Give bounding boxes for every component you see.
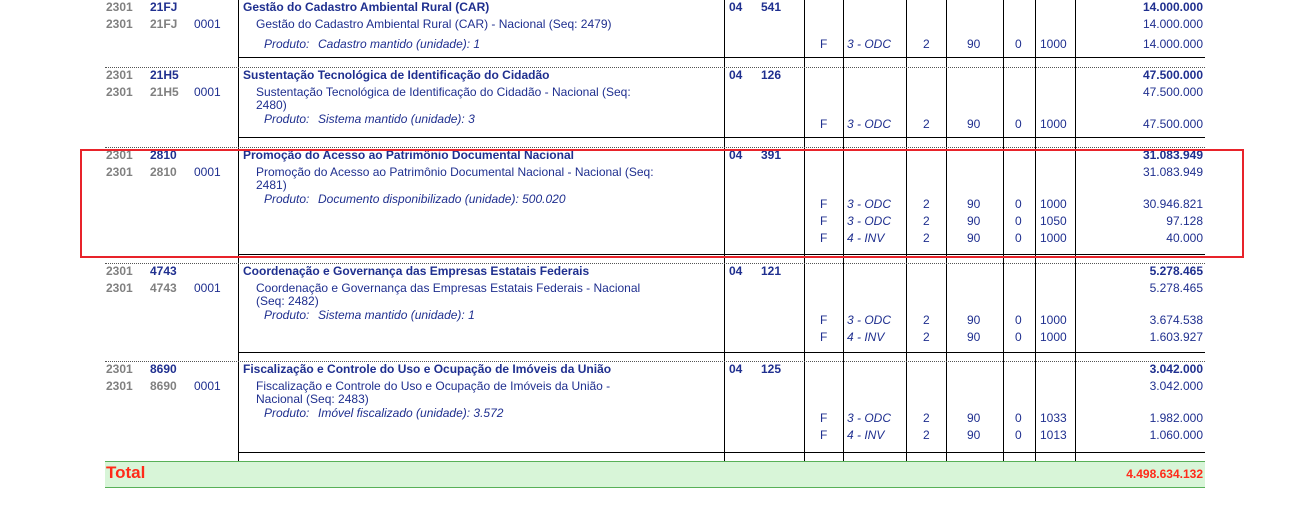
locator-description: Gestão do Cadastro Ambiental Rural (CAR) - Nacional (Seq: 2479) [256,17,612,31]
action-code: 2810 [150,148,177,162]
action-code: 4743 [150,281,177,295]
locator-description: Promoção do Acesso ao Patrimônio Documental Nacional - Nacional (Seq: [256,165,654,179]
source-code: 1000 [1040,197,1067,211]
detail-value: 47.500.000 [1142,117,1203,131]
action-total: 14.000.000 [1142,0,1203,14]
org-code: 2301 [106,281,133,295]
modality: 90 [967,313,981,327]
block-bottom-rule [238,452,1205,453]
locator-description: 2480) [256,98,287,112]
detail-value: 97.128 [1166,214,1203,228]
org-code: 2301 [106,379,133,393]
action-title: Promoção do Acesso ao Patrimônio Documental Nacional [243,148,574,162]
function-code: 04 [729,264,743,278]
action-total: 3.042.000 [1149,362,1203,376]
expense-group: 3 - ODC [847,117,892,131]
iu-code: 0 [1015,428,1022,442]
subfunction-code: 126 [761,68,782,82]
sphere: F [820,231,828,245]
detail-value: 1.603.927 [1149,330,1203,344]
iu-code: 0 [1015,117,1022,131]
rp-code: 2 [923,330,930,344]
sphere: F [820,428,828,442]
product-description: Imóvel fiscalizado (unidade): 3.572 [318,406,504,420]
expense-group: 4 - INV [847,330,885,344]
iu-code: 0 [1015,411,1022,425]
action-title: Gestão do Cadastro Ambiental Rural (CAR) [243,0,490,14]
locator-code: 0001 [194,85,221,99]
org-code: 2301 [106,148,133,162]
subfunction-code: 121 [761,264,782,278]
modality: 90 [967,117,981,131]
locator-value: 31.083.949 [1142,165,1203,179]
iu-code: 0 [1015,231,1022,245]
source-code: 1000 [1040,313,1067,327]
action-code: 8690 [150,379,177,393]
action-title: Coordenação e Governança das Empresas Estatais Federais [243,264,590,278]
column-divider [1003,0,1004,461]
org-code: 2301 [106,362,133,376]
sphere: F [820,330,828,344]
product-description: Sistema mantido (unidade): 1 [318,308,475,322]
rp-code: 2 [923,411,930,425]
detail-value: 1.060.000 [1149,428,1203,442]
locator-value: 47.500.000 [1142,85,1203,99]
sphere: F [820,117,828,131]
source-code: 1000 [1040,330,1067,344]
rp-code: 2 [923,428,930,442]
iu-code: 0 [1015,313,1022,327]
org-code: 2301 [106,85,133,99]
expense-group: 4 - INV [847,428,885,442]
locator-code: 0001 [194,379,221,393]
sphere: F [820,313,828,327]
source-code: 1000 [1040,231,1067,245]
column-divider [1035,0,1036,461]
total-label: Total [106,463,146,482]
locator-code: 0001 [194,17,221,31]
locator-description: Sustentação Tecnológica de Identificação do Cidadão - Nacional (Seq: [256,85,631,99]
subfunction-code: 125 [761,362,782,376]
org-code: 2301 [106,68,133,82]
action-total: 5.278.465 [1149,264,1203,278]
expense-group: 3 - ODC [847,37,892,51]
function-code: 04 [729,68,743,82]
product-description: Documento disponibilizado (unidade): 500.020 [318,192,566,206]
action-code: 21H5 [150,85,179,99]
action-title: Fiscalização e Controle do Uso e Ocupação de Imóveis da União [243,362,612,376]
org-code: 2301 [106,0,133,14]
sphere: F [820,197,828,211]
source-code: 1033 [1040,411,1067,425]
product-label: Produto: [264,112,310,126]
rp-code: 2 [923,117,930,131]
locator-code: 0001 [194,281,221,295]
modality: 90 [967,231,981,245]
action-code: 21H5 [150,68,179,82]
column-divider [238,0,239,461]
sphere: F [820,37,828,51]
expense-group: 3 - ODC [847,214,892,228]
modality: 90 [967,330,981,344]
detail-value: 40.000 [1166,231,1203,245]
function-code: 04 [729,148,743,162]
action-code: 21FJ [150,0,178,14]
expense-group: 3 - ODC [847,313,892,327]
action-code: 21FJ [150,17,178,31]
total-value: 4.498.634.132 [1126,467,1203,481]
org-code: 2301 [106,165,133,179]
org-code: 2301 [106,264,133,278]
locator-value: 3.042.000 [1149,379,1203,393]
modality: 90 [967,37,981,51]
sphere: F [820,411,828,425]
locator-value: 14.000.000 [1142,17,1203,31]
action-code: 2810 [150,165,177,179]
locator-description: 2481) [256,178,287,192]
rp-code: 2 [923,197,930,211]
action-total: 47.500.000 [1142,68,1203,82]
iu-code: 0 [1015,197,1022,211]
column-divider [843,0,844,461]
modality: 90 [967,214,981,228]
modality: 90 [967,428,981,442]
iu-code: 0 [1015,214,1022,228]
product-description: Cadastro mantido (unidade): 1 [318,37,481,51]
column-divider [906,0,907,461]
locator-description: (Seq: 2482) [256,294,319,308]
product-label: Produto: [264,37,310,51]
sphere: F [820,214,828,228]
column-divider [724,0,725,461]
product-label: Produto: [264,406,310,420]
rp-code: 2 [923,231,930,245]
function-code: 04 [729,362,743,376]
block-bottom-rule [238,57,1205,58]
locator-code: 0001 [194,165,221,179]
iu-code: 0 [1015,37,1022,51]
rp-code: 2 [923,313,930,327]
source-code: 1013 [1040,428,1067,442]
block-bottom-rule [238,352,1205,353]
detail-value: 30.946.821 [1142,197,1203,211]
subfunction-code: 541 [761,0,782,14]
detail-value: 1.982.000 [1149,411,1203,425]
block-bottom-rule [238,137,1205,138]
locator-description: Coordenação e Governança das Empresas Estatais Federais - Nacional [256,281,641,295]
expense-group: 3 - ODC [847,411,892,425]
iu-code: 0 [1015,330,1022,344]
source-code: 1050 [1040,214,1067,228]
expense-group: 3 - ODC [847,197,892,211]
modality: 90 [967,411,981,425]
source-code: 1000 [1040,37,1067,51]
column-divider [946,0,947,461]
rp-code: 2 [923,37,930,51]
action-code: 8690 [150,362,177,376]
highlight-box [80,149,1244,258]
detail-value: 14.000.000 [1142,37,1203,51]
action-title: Sustentação Tecnológica de Identificação do Cidadão [243,68,550,82]
source-code: 1000 [1040,117,1067,131]
rp-code: 2 [923,214,930,228]
action-total: 31.083.949 [1142,148,1203,162]
action-code: 4743 [150,264,177,278]
product-label: Produto: [264,308,310,322]
modality: 90 [967,197,981,211]
total-row [105,461,1205,488]
locator-description: Fiscalização e Controle do Uso e Ocupação de Imóveis da União - [256,379,611,393]
subfunction-code: 391 [761,148,782,162]
function-code: 04 [729,0,743,14]
expense-group: 4 - INV [847,231,885,245]
org-code: 2301 [106,17,133,31]
block-bottom-rule [238,254,1205,255]
locator-value: 5.278.465 [1149,281,1203,295]
product-label: Produto: [264,192,310,206]
product-description: Sistema mantido (unidade): 3 [318,112,475,126]
detail-value: 3.674.538 [1149,313,1203,327]
column-divider [1075,0,1076,461]
locator-description: Nacional (Seq: 2483) [256,392,369,406]
column-divider [804,0,805,461]
